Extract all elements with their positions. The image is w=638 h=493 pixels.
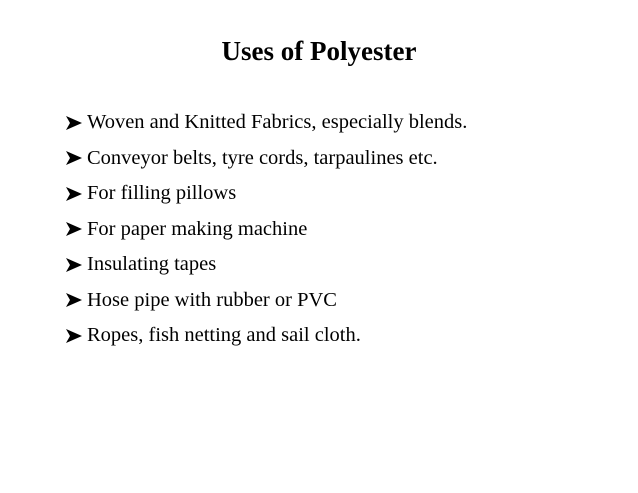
arrowhead-bullet-icon (64, 219, 84, 239)
bullet-text: Ropes, fish netting and sail cloth. (87, 324, 361, 347)
bullet-text: For paper making machine (87, 217, 308, 240)
slide-title: Uses of Polyester (221, 36, 417, 66)
arrowhead-bullet-icon (64, 290, 84, 310)
bullet-item (64, 141, 467, 177)
bullet-item (64, 318, 467, 354)
arrowhead-bullet-icon (64, 113, 84, 133)
bullet-text: For filling pillows (87, 182, 237, 205)
arrowhead-bullet-icon (64, 326, 84, 346)
bullet-item (64, 247, 467, 283)
bullet-text: Conveyor belts, tyre cords, tarpaulines etc. (87, 146, 438, 169)
bullet-text: Insulating tapes (87, 253, 217, 276)
arrowhead-bullet-icon (64, 255, 84, 275)
bullet-list (64, 105, 467, 354)
bullet-item (64, 176, 467, 212)
arrowhead-bullet-icon (64, 184, 84, 204)
arrowhead-bullet-icon (64, 148, 84, 168)
bullet-item (64, 283, 467, 319)
bullet-text: Hose pipe with rubber or PVC (87, 288, 337, 311)
bullet-text: Woven and Knitted Fabrics, especially blends. (87, 111, 468, 134)
bullet-item (64, 212, 467, 248)
bullet-item (64, 105, 467, 141)
